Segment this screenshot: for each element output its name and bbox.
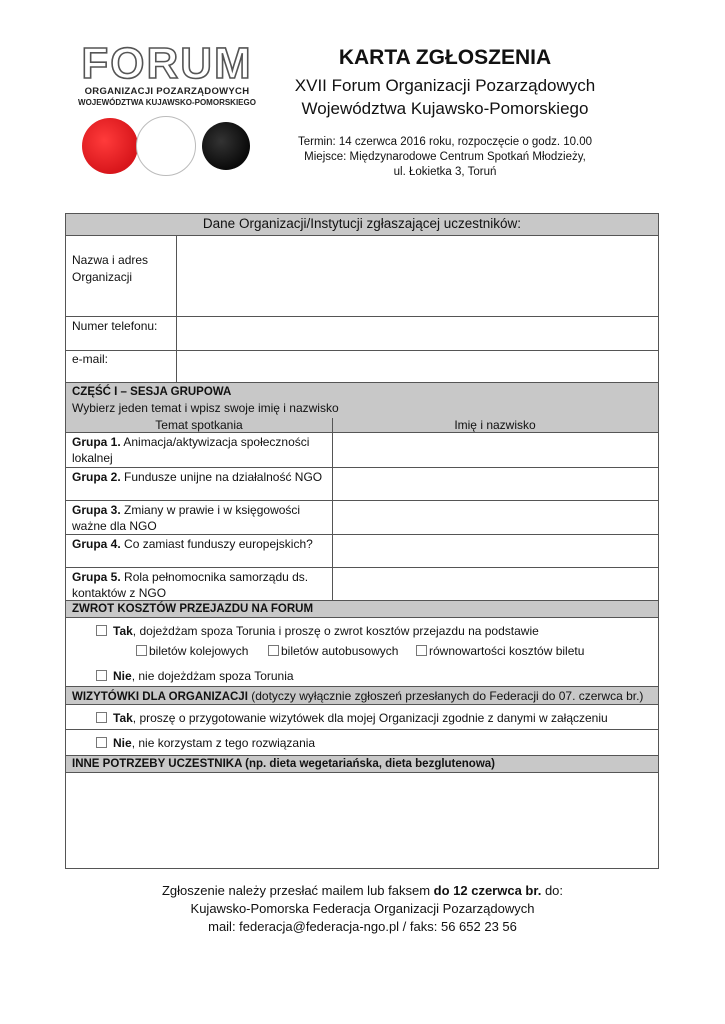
cards-no-option[interactable]: Nie, nie korzystam z tego rozwiązania: [96, 735, 315, 751]
group-1-name-field[interactable]: [333, 433, 658, 467]
org-name-field[interactable]: [177, 236, 658, 316]
group-4-name-field[interactable]: [333, 535, 658, 567]
registration-form: [65, 213, 659, 869]
logo-line-1: ORGANIZACJI POZARZĄDOWYCH: [84, 86, 250, 97]
event-place: Miejsce: Międzynarodowe Centrum Spotkań Młodzieży,: [304, 151, 586, 163]
black-circle-icon: [202, 122, 250, 170]
subtitle-2: Województwa Kujawsko-Pomorskiego: [301, 99, 589, 118]
cards-yes-option[interactable]: Tak, proszę o przygotowanie wizytówek dla mojej Organizacji zgodnie z danymi w załączeniu: [96, 710, 608, 726]
checkbox-icon[interactable]: [96, 670, 107, 681]
footer-line-2: Kujawsko-Pomorska Federacja Organizacji Pozarządowych: [190, 901, 535, 916]
white-circle-icon: [136, 116, 196, 176]
phone-label: Numer telefonu:: [72, 319, 158, 333]
part1-instruction: Wybierz jeden temat i wpisz swoje imię i nazwisko: [72, 401, 339, 415]
group-5-row: Grupa 5. Rola pełnomocnika samorządu ds. kontaktów z NGO: [72, 570, 309, 600]
org-name-label-2: Organizacji: [72, 270, 133, 284]
other-needs-field[interactable]: [67, 773, 658, 868]
col-name-header: Imię i nazwisko: [454, 418, 536, 432]
group-2-name-field[interactable]: [333, 468, 658, 500]
checkbox-icon[interactable]: [96, 737, 107, 748]
group-3-row: Grupa 3. Zmiany w prawie i w księgowości ważne dla NGO: [72, 503, 301, 533]
group-4-row: Grupa 4. Co zamiast funduszy europejskich?: [72, 537, 313, 551]
travel-no-option[interactable]: Nie, nie dojeżdżam spoza Torunia: [96, 668, 294, 684]
event-term: Termin: 14 czerwca 2016 roku, rozpoczęcie o godz. 10.00: [297, 136, 593, 148]
checkbox-icon[interactable]: [96, 625, 107, 636]
other-title: INNE POTRZEBY UCZESTNIKA (np. dieta wegetariańska, dieta bezglutenowa): [72, 758, 496, 770]
footer-line-1: Zgłoszenie należy przesłać mailem lub faksem do 12 czerwca br. do:: [161, 883, 564, 898]
event-address: ul. Łokietka 3, Toruń: [393, 166, 497, 178]
checkbox-icon[interactable]: [96, 712, 107, 723]
group-5-name-field[interactable]: [333, 568, 658, 600]
email-field[interactable]: [177, 351, 658, 382]
subtitle-1: XVII Forum Organizacji Pozarządowych: [294, 76, 596, 95]
cards-title: WIZYTÓWKI DLA ORGANIZACJI (dotyczy wyłącznie zgłoszeń przesłanych do Federacji do 07. czerwca br.): [72, 689, 644, 703]
forum-logo: [78, 39, 256, 172]
org-name-label-1: Nazwa i adres: [72, 253, 149, 267]
logo-word: FORUM: [81, 39, 253, 88]
checkbox-icon[interactable]: [416, 645, 427, 656]
travel-title: ZWROT KOSZTÓW PRZEJAZDU NA FORUM: [72, 603, 314, 615]
travel-equiv-option[interactable]: równowartości kosztów biletu: [416, 643, 584, 659]
email-label: e-mail:: [72, 352, 109, 366]
travel-yes-option[interactable]: Tak, dojeżdżam spoza Torunia i proszę o zwrot kosztów przejazdu na podstawie: [96, 623, 539, 639]
footer-line-3: mail: federacja@federacja-ngo.pl / faks: 56 652 23 56: [208, 919, 517, 934]
group-3-name-field[interactable]: [333, 501, 658, 534]
part1-title: CZĘŚĆ I – SESJA GRUPOWA: [72, 386, 232, 398]
page-title: KARTA ZGŁOSZENIA: [338, 46, 552, 69]
checkbox-icon[interactable]: [136, 645, 147, 656]
group-2-row: Grupa 2. Fundusze unijne na działalność NGO: [72, 470, 323, 484]
travel-train-option[interactable]: biletów kolejowych: [136, 643, 248, 659]
phone-field[interactable]: [177, 317, 658, 350]
travel-bus-option[interactable]: biletów autobusowych: [268, 643, 398, 659]
red-circle-icon: [82, 118, 138, 174]
logo-line-2: WOJEWÓDZTWA KUJAWSKO-POMORSKIEGO: [78, 98, 256, 107]
col-topic-header: Temat spotkania: [155, 418, 243, 432]
checkbox-icon[interactable]: [268, 645, 279, 656]
org-section-title: Dane Organizacji/Instytucji zgłaszającej uczestników:: [202, 216, 522, 231]
group-1-row: Grupa 1. Animacja/aktywizacja społeczności lokalnej: [72, 435, 310, 465]
